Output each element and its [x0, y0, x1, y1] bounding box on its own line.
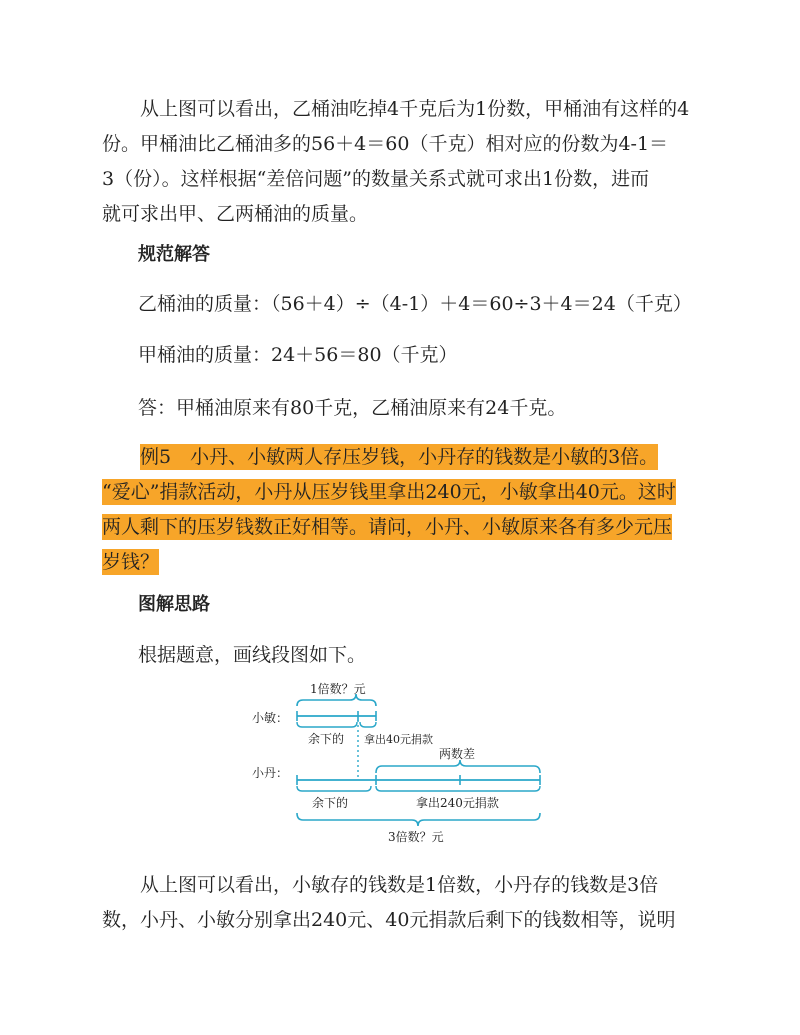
top-brace-label: 1倍数？元: [310, 682, 366, 696]
highlighted-text: 例5 小丹、小敏两人存压岁钱，小丹存的钱数是小敏的3倍。: [140, 446, 659, 468]
analysis-paragraph: [102, 92, 700, 232]
xiaomin-right-label: 拿出40元捐款: [364, 733, 433, 746]
example-5-paragraph: [102, 440, 700, 580]
text-line: 份。甲桶油比乙桶油多的56＋4＝60（千克）相对应的份数为4-1＝: [102, 133, 669, 155]
text-line: 数，小丹、小敏分别拿出240元、40元捐款后剩下的钱数相等，说明: [102, 909, 676, 931]
xiaomin-left-brace: [297, 722, 357, 727]
conclusion-paragraph: [102, 868, 700, 938]
bottom-brace-label: 3倍数？元: [388, 830, 444, 844]
label-xiaomin: 小敏：: [252, 711, 289, 725]
answer-line: 答：甲桶油原来有80千克，乙桶油原来有24千克。: [138, 397, 567, 419]
highlighted-text: 岁钱？: [102, 551, 160, 573]
diagram-heading: 图解思路: [138, 594, 210, 615]
text-line: 3（份）。这样根据“差倍问题”的数量关系式就可求出1份数，进而: [102, 168, 650, 190]
xiaomin-right-brace: [360, 722, 376, 727]
solution-line-1: 乙桶油的质量：（56＋4）÷（4-1）＋4＝60÷3＋4＝24（千克）: [138, 293, 692, 315]
xiaodan-right-label: 拿出240元捐款: [416, 796, 499, 810]
highlighted-text: 两人剩下的压岁钱数正好相等。请问，小丹、小敏原来各有多少元压: [102, 516, 673, 538]
diff-label: 两数差: [439, 747, 476, 761]
solution-heading: 规范解答: [138, 244, 210, 265]
xiaodan-right-brace: [376, 786, 540, 791]
xiaomin-left-label: 余下的: [308, 732, 345, 746]
text-line: 从上图可以看出，小敏存的钱数是1倍数，小丹存的钱数是3倍: [140, 874, 659, 896]
text-line: 就可求出甲、乙两桶油的质量。: [102, 203, 369, 225]
line-segment-diagram: [240, 680, 560, 850]
highlighted-text: “爱心”捐款活动，小丹从压岁钱里拿出240元，小敏拿出40元。这时: [102, 481, 676, 503]
bottom-brace: [297, 813, 540, 826]
diagram-intro: 根据题意，画线段图如下。: [138, 644, 367, 666]
xiaodan-left-brace: [297, 786, 371, 791]
label-xiaodan: 小丹：: [252, 766, 289, 780]
solution-line-2: 甲桶油的质量：24＋56＝80（千克）: [138, 344, 458, 366]
text-line: 从上图可以看出，乙桶油吃掉4千克后为1份数，甲桶油有这样的4: [140, 98, 690, 120]
xiaodan-left-label: 余下的: [312, 796, 349, 810]
diff-brace: [376, 760, 540, 773]
